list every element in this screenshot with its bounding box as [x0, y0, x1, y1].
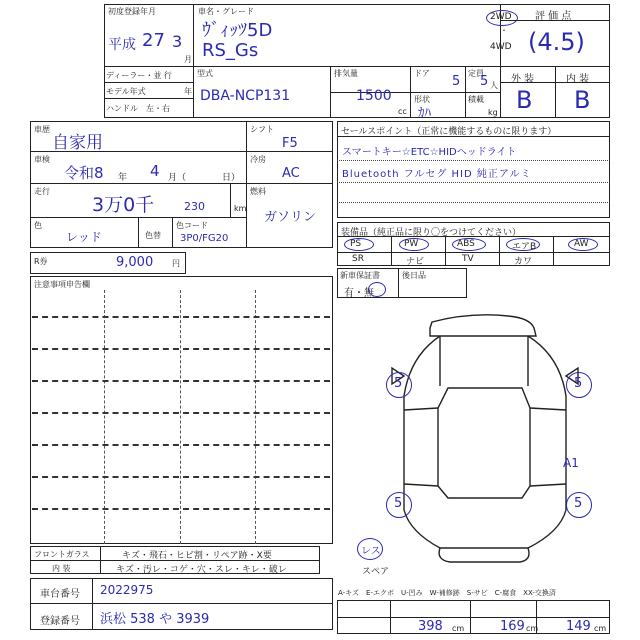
mileage-sub: 230: [184, 200, 205, 213]
notes-label: 注意事項申告欄: [34, 280, 90, 289]
drive-4wd: 4WD: [490, 42, 512, 52]
warranty-value: 有・無: [344, 288, 374, 299]
inspection-year-unit: 年: [118, 173, 128, 183]
sales-line-1: スマートキー☆ETC☆HIDヘッドライト: [342, 147, 517, 158]
interior-text: キズ・汚レ・コゲ・穴・スレ・キレ・破レ: [116, 565, 287, 575]
model-year-label: モデル年式: [106, 87, 146, 96]
damage-legend: A-キズ E-エクボ U-凹み W-補修跡 S-サビ C-腐食 XX-交換済: [338, 589, 556, 597]
recycle-label: R券: [34, 257, 48, 266]
color-no-label: 色替: [145, 231, 161, 240]
ac-label: 冷房: [250, 155, 266, 164]
inspection-label: 車検: [34, 155, 50, 164]
capacity-label: 定員: [468, 69, 484, 78]
interior-label: 内 装: [566, 74, 590, 85]
mark-a1: A1: [563, 456, 579, 470]
color-code-label: 色コード: [176, 221, 208, 230]
type-label: 型式: [197, 69, 213, 78]
grade-value: RS_Gs: [202, 40, 259, 61]
mark-rl: 5: [394, 496, 403, 511]
sales-line-2: Bluetooth フルセグ HID 純正アルミ: [342, 169, 532, 180]
inspection-month: 4: [150, 162, 160, 180]
equip-airbag: エアB: [512, 242, 537, 252]
cc-unit: cc: [398, 107, 407, 116]
inspection-era: 令和8: [64, 164, 104, 182]
shape-value: ｶﾊ: [418, 106, 431, 121]
plate-label: 登録番号: [40, 616, 80, 627]
type-value: DBA-NCP131: [200, 88, 291, 104]
handle-label: ハンドル 左・右: [106, 104, 170, 113]
interior-value: B: [574, 86, 591, 114]
plate-value: 浜松 538 や 3939: [100, 612, 210, 627]
fuel-label: 燃料: [250, 187, 266, 196]
warranty-label: 新車保証書: [340, 271, 380, 280]
displacement-value: 1500: [356, 88, 392, 104]
windshield-label: フロントガラス: [34, 550, 90, 559]
dim-height: 149: [566, 619, 591, 634]
warranty-circle: [368, 282, 386, 297]
use-value: 自家用: [52, 133, 103, 153]
load-unit: kg: [488, 108, 498, 117]
equip-sr: SR: [352, 254, 364, 264]
chassis-label: 車台番号: [40, 589, 80, 600]
equip-ps: PS: [350, 239, 362, 249]
spare-label: スペア: [362, 567, 390, 577]
equip-navi: ナビ: [406, 257, 425, 267]
dim-width-unit: cm: [526, 624, 539, 633]
dim-length-unit: cm: [452, 624, 465, 633]
fuel-value: ガソリン: [264, 210, 317, 225]
equipment-label: 装備品（純正品に限り〇をつけてください）: [341, 228, 522, 238]
exterior-label: 外 装: [511, 74, 535, 85]
month-unit: 月: [184, 55, 192, 64]
use-label: 車歴: [34, 125, 50, 134]
capacity-value: 5: [480, 74, 489, 89]
mileage-label: 走行: [34, 187, 50, 196]
mark-fr: 5: [574, 376, 583, 391]
era-value: 平成: [108, 37, 136, 53]
equip-tv: TV: [462, 254, 474, 264]
score-label: 評 価 点: [535, 11, 572, 22]
year-value: 27: [142, 30, 165, 51]
dealer-label: ディーラー・並 行: [106, 71, 172, 80]
color-value: レッド: [66, 230, 102, 244]
door-value: 5: [452, 74, 461, 89]
color-code-value: 3P0/FG20: [180, 233, 229, 244]
score-value: (4.5): [528, 28, 585, 56]
car-name-value: ｳﾞｨｯﾂ5D: [202, 20, 273, 41]
km-unit: km: [234, 204, 247, 213]
car-name-label: 車名・グレード: [198, 7, 254, 16]
month-value: 3: [172, 32, 183, 51]
load-label: 積載: [468, 95, 484, 104]
mark-fl: 5: [394, 376, 403, 391]
mileage-value: 3万0千: [92, 194, 155, 216]
first-reg-label: 初度登録年月: [108, 7, 156, 16]
door-label: ドア: [414, 69, 430, 78]
equip-pw: PW: [404, 239, 419, 249]
dim-height-unit: cm: [594, 624, 607, 633]
drive-dot: ・: [500, 26, 508, 35]
recycle-frame: [30, 252, 186, 274]
dim-width: 169: [500, 619, 525, 634]
shape-label: 形状: [414, 95, 430, 104]
inspection-month-unit: 月（: [168, 173, 187, 183]
shift-label: シフト: [250, 125, 274, 134]
windshield-text: キズ・飛石・ヒビ割・リペア跡・X要: [122, 551, 272, 561]
drive-2wd: 2WD: [490, 12, 512, 22]
chassis-value: 2022975: [100, 583, 154, 597]
inspection-day-unit: 日）: [222, 173, 241, 183]
recycle-value: 9,000: [116, 255, 154, 270]
shift-value: F5: [282, 136, 298, 151]
recycle-unit: 円: [172, 259, 180, 268]
exterior-value: B: [516, 86, 533, 114]
color-label: 色: [34, 221, 42, 230]
sales-label: セールスポイント（正常に機能するものに限ります）: [341, 127, 557, 137]
equip-leather: カワ: [514, 257, 533, 267]
capacity-unit: 人: [490, 81, 498, 90]
displacement-label: 排気量: [334, 69, 358, 78]
equip-aw: AW: [574, 239, 589, 249]
dim-length: 398: [418, 619, 443, 634]
equip-abs: ABS: [457, 239, 475, 249]
mark-rr: 5: [574, 496, 583, 511]
model-year-unit: 年: [184, 87, 192, 96]
record-label: 後日品: [402, 271, 426, 280]
ac-value: AC: [282, 166, 300, 181]
spare-mark: レス: [361, 546, 381, 557]
bottom-interior-label: 内 装: [52, 564, 71, 573]
